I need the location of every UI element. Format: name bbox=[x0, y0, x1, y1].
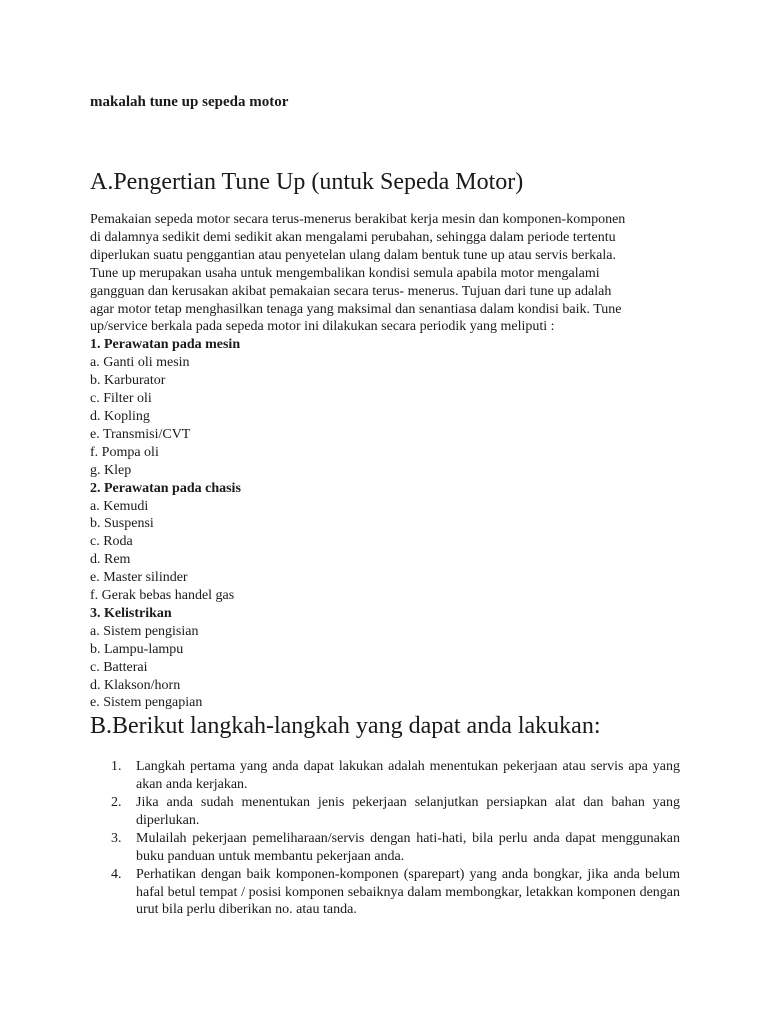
list-item: d. Kopling bbox=[90, 408, 150, 424]
intro-line: agar motor tetap menghasilkan tenaga yang maksimal dan senantiasa dalam kondisi baik. Tune bbox=[90, 301, 622, 317]
intro-line: diperlukan suatu penggantian atau penyetelan ulang dalam bentuk tune up atau servis berkala. bbox=[90, 247, 616, 263]
list-item: f. Gerak bebas handel gas bbox=[90, 588, 235, 604]
list-item: d. Rem bbox=[90, 552, 131, 568]
group-title-mesin: 1. Perawatan pada mesin bbox=[90, 337, 241, 353]
step-text: Perhatikan dengan baik komponen-komponen (sparepart) yang anda bongkar, jika anda belum hafal betul tempat / posisi komponen sebaiknya dalam membongkar, letakkan komponen dengan urut bila perlu diberikan no. atau tanda. bbox=[136, 867, 680, 917]
list-item: f. Pompa oli bbox=[90, 444, 159, 460]
group-title-kelistrikan: 3. Kelistrikan bbox=[90, 605, 172, 621]
list-item: b. Karburator bbox=[90, 373, 166, 389]
step-number: 2. bbox=[111, 795, 122, 810]
step-item bbox=[90, 794, 680, 829]
list-item: b. Lampu-lampu bbox=[90, 641, 184, 657]
list-item: e. Master silinder bbox=[90, 570, 188, 586]
list-item: a. Kemudi bbox=[90, 498, 149, 514]
list-item: d. Klakson/horn bbox=[90, 677, 181, 693]
step-item bbox=[90, 758, 680, 793]
step-item bbox=[90, 866, 680, 919]
section-b-heading: B.Berikut langkah-langkah yang dapat anda lakukan: bbox=[90, 713, 601, 739]
group-title-chasis: 2. Perawatan pada chasis bbox=[90, 480, 241, 496]
list-item: c. Filter oli bbox=[90, 391, 152, 407]
intro-line: Tune up merupakan usaha untuk mengembalikan kondisi semula apabila motor mengalami bbox=[90, 265, 600, 281]
list-item: e. Transmisi/CVT bbox=[90, 426, 191, 442]
list-item: c. Batterai bbox=[90, 659, 148, 675]
section-a-body bbox=[90, 211, 680, 712]
step-text: Jika anda sudah menentukan jenis pekerjaan selanjutkan persiapkan alat dan bahan yang diperlukan. bbox=[136, 795, 680, 828]
list-item: e. Sistem pengapian bbox=[90, 695, 203, 711]
step-number: 1. bbox=[111, 759, 122, 774]
document-title: makalah tune up sepeda motor bbox=[90, 94, 289, 110]
list-item: c. Roda bbox=[90, 534, 133, 550]
list-item: a. Sistem pengisian bbox=[90, 623, 199, 639]
step-item bbox=[90, 830, 680, 865]
section-a-heading: A.Pengertian Tune Up (untuk Sepeda Motor) bbox=[90, 169, 524, 195]
steps-list bbox=[90, 758, 680, 920]
intro-line: up/service berkala pada sepeda motor ini dilakukan secara periodik yang meliputi : bbox=[90, 319, 555, 335]
list-item: a. Ganti oli mesin bbox=[90, 355, 190, 371]
step-number: 3. bbox=[111, 831, 122, 846]
step-text: Langkah pertama yang anda dapat lakukan adalah menentukan pekerjaan atau servis apa yang akan anda kerjakan. bbox=[136, 759, 680, 792]
step-number: 4. bbox=[111, 867, 122, 882]
step-text: Mulailah pekerjaan pemeliharaan/servis dengan hati-hati, bila perlu anda dapat menggunakan buku panduan untuk membantu pekerjaan anda. bbox=[136, 831, 680, 864]
list-item: b. Suspensi bbox=[90, 516, 154, 532]
intro-line: gangguan dan kerusakan akibat pemakaian secara terus- menerus. Tujuan dari tune up adalah bbox=[90, 283, 612, 299]
intro-line: di dalamnya sedikit demi sedikit akan mengalami perubahan, sehingga dalam periode tertentu bbox=[90, 229, 616, 245]
list-item: g. Klep bbox=[90, 462, 132, 478]
intro-line: Pemakaian sepeda motor secara terus-menerus berakibat kerja mesin dan komponen-komponen bbox=[90, 212, 626, 227]
